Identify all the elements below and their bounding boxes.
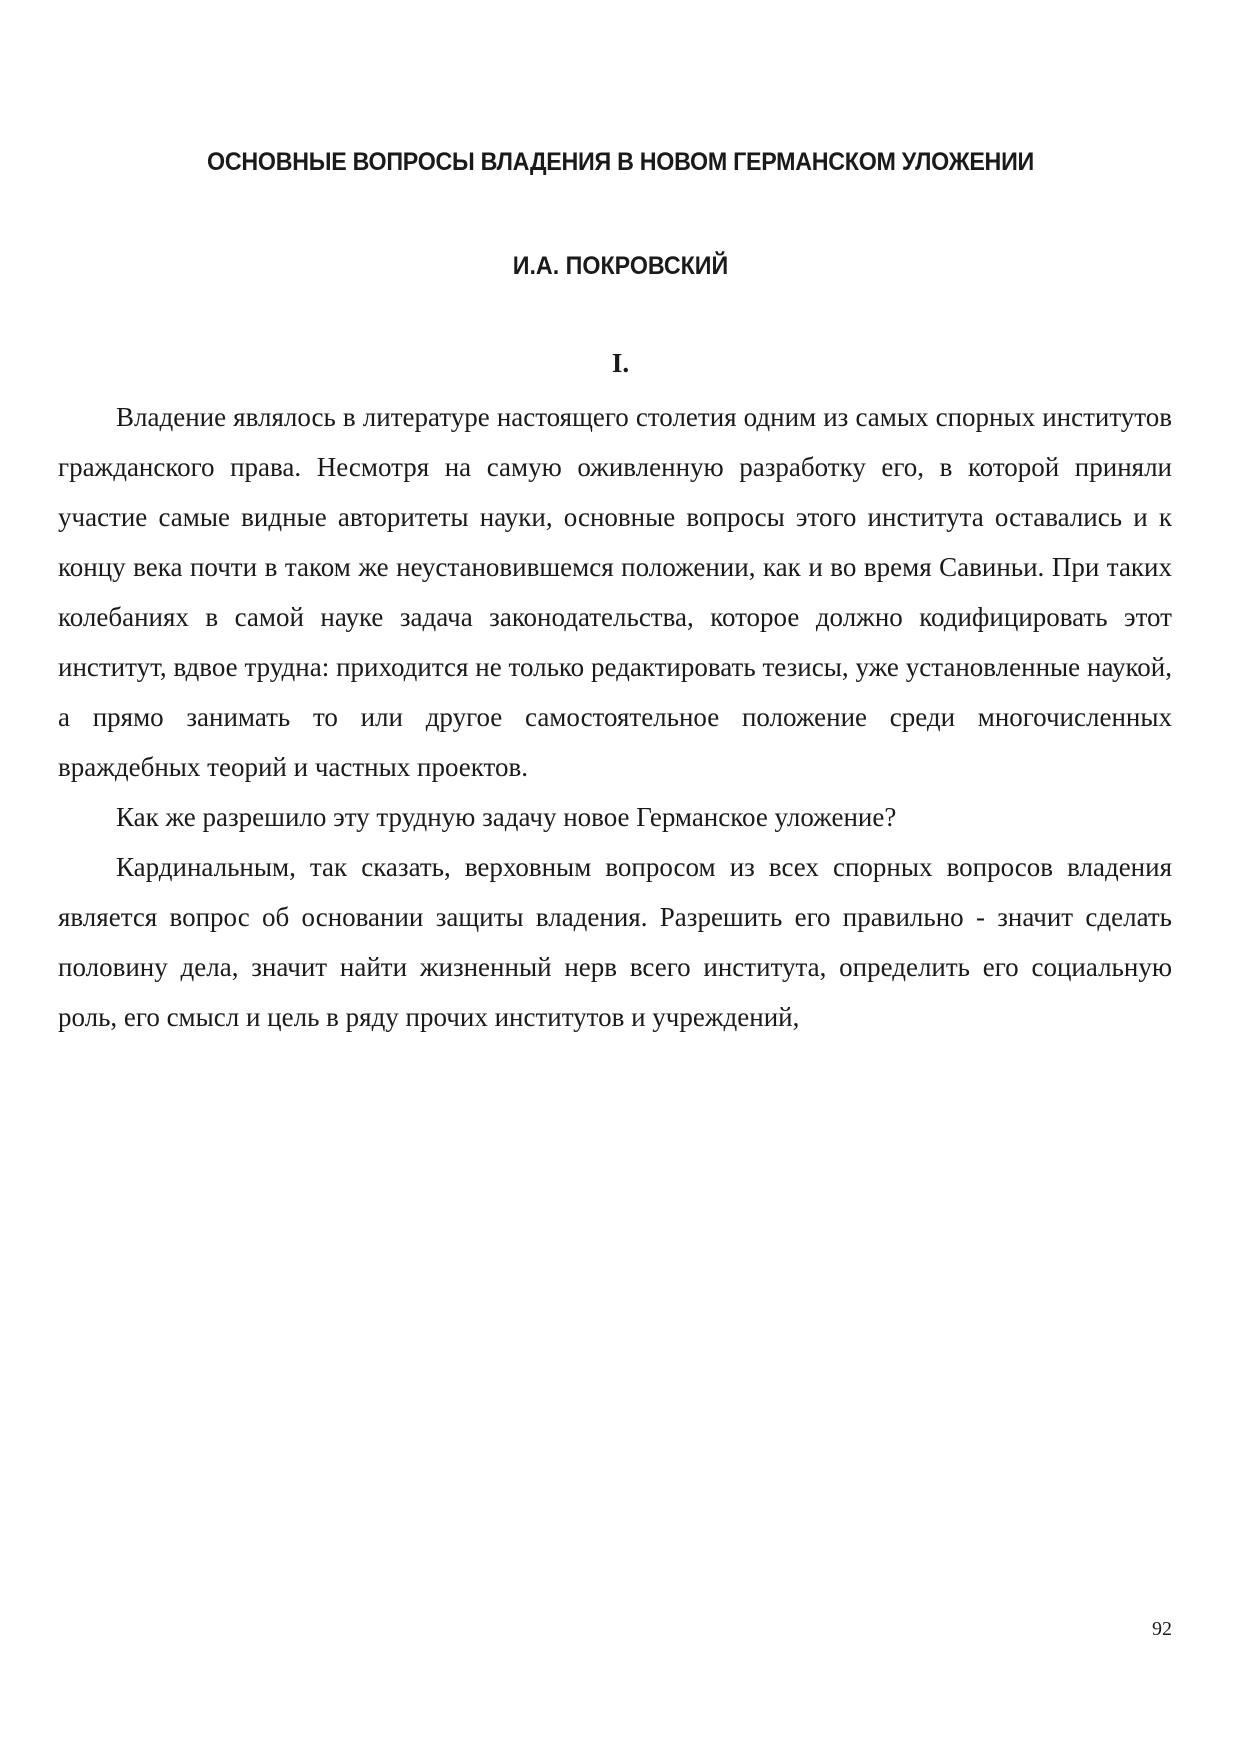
page-number: 92 <box>1152 1618 1172 1640</box>
paragraph: Кардинальным, так сказать, верховным вопросом из всех спорных вопросов владения является вопрос об основании защиты владения. Разрешить его правильно - значит сделать половину дела, значит найти жизненный нерв всего института, определить его социальную роль, его смысл и цель в ряду прочих институтов и учреждений, <box>58 852 1172 1032</box>
paragraph: Как же разрешило эту трудную задачу новое Германское уложение? <box>116 802 897 832</box>
paragraph: Владение являлось в литературе настоящего столетия одним из самых спорных институтов гражданского права. Несмотря на самую оживленную разработку его, в которой приняли участие самые видные авторитеты науки, основные вопросы этого института оставались и к концу века почти в таком же неустановившемся положении, как и во время Савиньи. При таких колебаниях в самой науке задача законодательства, которое должно кодифицировать этот институт, вдвое трудна: приходится не только редактировать тезисы, уже установленные наукой, а прямо занимать то или другое самостоятельное положение среди многочисленных враждебных теорий и частных проектов. <box>58 402 1172 782</box>
document-title: ОСНОВНЫЕ ВОПРОСЫ ВЛАДЕНИЯ В НОВОМ ГЕРМАНСКОМ УЛОЖЕНИИ <box>207 148 1034 176</box>
section-number: I. <box>611 348 630 378</box>
body-text <box>58 392 1172 1042</box>
author-name: И.А. ПОКРОВСКИЙ <box>512 252 729 280</box>
